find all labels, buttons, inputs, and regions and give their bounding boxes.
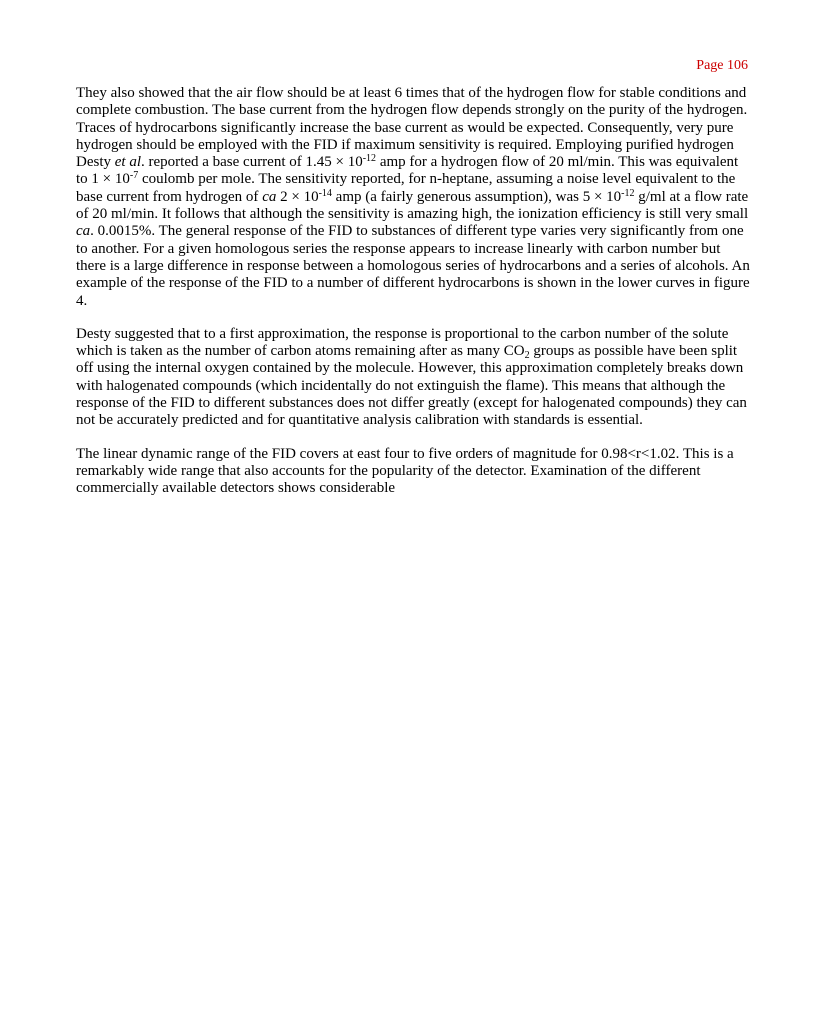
paragraph-3 <box>76 446 752 498</box>
text-run: 2 × 10 <box>276 188 319 205</box>
body-text <box>76 85 752 514</box>
exponent: -14 <box>318 187 332 199</box>
italic-text: et al <box>114 154 141 171</box>
exponent: -7 <box>129 170 139 182</box>
page-number: Page 106 <box>696 58 748 73</box>
text-run: amp (a fairly generous assumption), was 5 × 10 <box>331 188 622 205</box>
exponent: -12 <box>621 187 635 199</box>
text-run: The linear dynamic range of the FID covers at east four to five orders of magnitude for 0.98<r<1.02. This is a remarkably wide range that also accounts for the popularity of the detector. Examination of the different commercially available detectors shows considerable <box>76 445 734 497</box>
text-run: amp for a hydrogen flow of 20 ml/min. This was equivalent to 1 × 10 <box>76 154 739 188</box>
text-run: . 0.0015%. The general response of the FID to substances of different type varies very significantly from one to another. For a given homologous series the response appears to increase linearly with carbon number but there is a large difference in response between a homologous series of hydrocarbons and a series of alcohols. An example of the response of the FID to a number of different hydrocarbons is shown in the lower curves in figure 4. <box>76 223 750 309</box>
text-run: Desty suggested that to a first approximation, the response is proportional to the carbon number of the solute which is taken as the number of carbon atoms remaining after as many CO <box>76 325 729 360</box>
italic-text: ca <box>76 223 91 240</box>
text-run: groups as possible have been split off using the internal oxygen contained by the molecule. However, this approximation completely breaks down with halogenated compounds (which incidentally do not extinguish the flame). This means that although the response of the FID to different substances does not differ greatly (except for halogenated compounds) they can not be accurately predicted and for quantitative analysis calibration with standards is essential. <box>76 343 747 429</box>
paragraph-1 <box>76 85 752 310</box>
subscript: 2 <box>524 350 530 362</box>
text-run: g/ml at a flow rate of 20 ml/min. It follows that although the sensitivity is amazing high, the ionization efficiency is still very small <box>76 188 749 223</box>
text-run: They also showed that the air flow should be at least 6 times that of the hydrogen flow for stable conditions and complete combustion. The base current from the hydrogen flow depends strongly on the purity of the hydrogen. Traces of hydrocarbons significantly increase the base current as would be expected. Consequently, very pure hydrogen should be employed with the FID if maximum sensitivity is required. Employing purified hydrogen Desty <box>76 85 748 171</box>
exponent: -12 <box>362 153 377 165</box>
text-run: coulomb per mole. The sensitivity reported, for n-heptane, assuming a noise level equivalent to the base current from hydrogen of <box>76 171 736 205</box>
paragraph-2 <box>76 326 752 430</box>
italic-text: ca <box>262 188 277 205</box>
text-run: . reported a base current of 1.45 × 10 <box>141 154 363 171</box>
